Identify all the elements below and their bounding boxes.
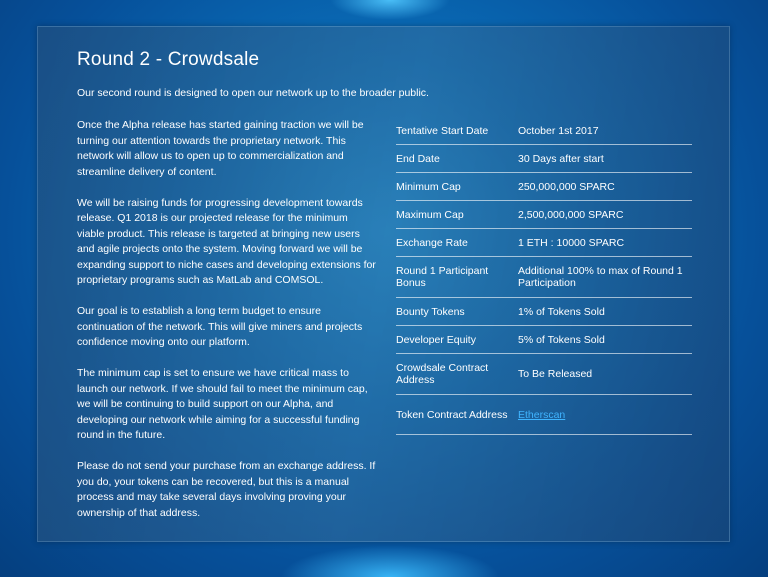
detail-value: 1 ETH : 10000 SPARC bbox=[518, 236, 625, 249]
paragraph-exchange-warning: Please do not send your purchase from an exchange address. If you do, your tokens can be recovered, but this is a manual process and may take several days involving proving your ownership of that address. bbox=[77, 460, 376, 519]
etherscan-link[interactable]: Etherscan bbox=[518, 408, 566, 421]
details-table bbox=[396, 117, 692, 435]
detail-value: 2,500,000,000 SPARC bbox=[518, 208, 624, 221]
detail-row-developer-equity bbox=[396, 326, 692, 354]
detail-row-token-contract bbox=[396, 395, 692, 435]
detail-label: Bounty Tokens bbox=[396, 305, 465, 318]
intro-text: Our second round is designed to open our network up to the broader public. bbox=[77, 87, 429, 99]
detail-label: Minimum Cap bbox=[396, 180, 461, 193]
detail-label: Round 1 Participant Bonus bbox=[396, 265, 489, 289]
background-glow-top bbox=[330, 0, 450, 20]
detail-label: Crowdsale Contract Address bbox=[396, 362, 489, 386]
detail-value: Additional 100% to max of Round 1 Participation bbox=[518, 265, 683, 289]
detail-label: Maximum Cap bbox=[396, 208, 464, 221]
paragraph-minimum-cap: The minimum cap is set to ensure we have critical mass to launch our network. If we should fail to meet the minimum cap, we will be continuing to build support on our Alpha, and developing our network while aiming for a successful funding round in the future. bbox=[77, 367, 368, 441]
detail-label: Token Contract Address bbox=[396, 408, 508, 421]
detail-value: 30 Days after start bbox=[518, 152, 604, 165]
detail-value: October 1st 2017 bbox=[518, 124, 599, 137]
detail-row-crowdsale-contract bbox=[396, 354, 692, 395]
detail-row-minimum-cap bbox=[396, 173, 692, 201]
detail-row-maximum-cap bbox=[396, 201, 692, 229]
detail-label: Tentative Start Date bbox=[396, 124, 489, 137]
detail-row-round1-bonus bbox=[396, 257, 692, 298]
detail-row-bounty-tokens bbox=[396, 298, 692, 326]
crowdsale-panel bbox=[37, 26, 730, 542]
paragraph-goal: Our goal is to establish a long term budget to ensure continuation of the network. This will give miners and projects confidence moving onto our platform. bbox=[77, 305, 363, 348]
detail-row-exchange-rate bbox=[396, 229, 692, 257]
page-title: Round 2 - Crowdsale bbox=[77, 49, 260, 70]
detail-row-start-date bbox=[396, 117, 692, 145]
detail-label: Developer Equity bbox=[396, 333, 476, 346]
description-column bbox=[77, 118, 377, 537]
detail-value: To Be Released bbox=[518, 368, 593, 380]
detail-row-end-date bbox=[396, 145, 692, 173]
detail-value bbox=[518, 409, 692, 421]
paragraph-raising-funds: We will be raising funds for progressing development towards release. Q1 2018 is our projected release for the minimum viable product. This release is targeted at bringing new users and agile projects onto the system. Moving forward we will be expanding support to niche cases and developing extensions for proprietary programs such as MatLab and COMSOL. bbox=[77, 196, 376, 286]
background-glow-bottom bbox=[280, 545, 500, 577]
detail-label: Exchange Rate bbox=[396, 236, 468, 249]
detail-value: 1% of Tokens Sold bbox=[518, 305, 605, 318]
paragraph-alpha-release: Once the Alpha release has started gaining traction we will be turning our attention towards the proprietary network. This network will allow us to open up to commercialization and streamline delivery of content. bbox=[77, 119, 364, 178]
detail-label: End Date bbox=[396, 152, 440, 165]
detail-value: 5% of Tokens Sold bbox=[518, 333, 605, 346]
detail-value: 250,000,000 SPARC bbox=[518, 180, 615, 193]
